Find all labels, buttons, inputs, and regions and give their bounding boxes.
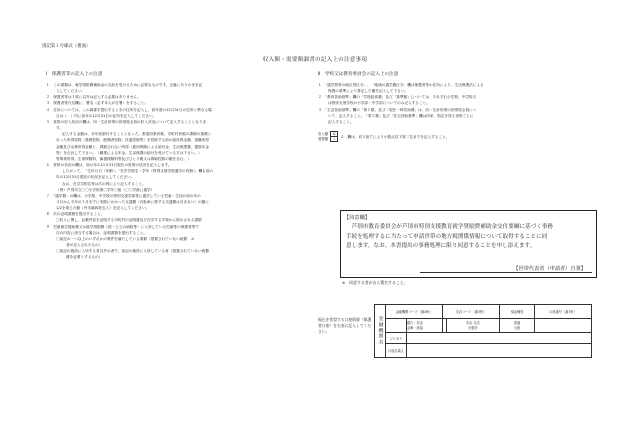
bank-account-table — [374, 304, 592, 358]
branch-code-header: 支店コード（番3桁） — [443, 305, 500, 319]
note-line: （例）芦別市立〇〇小学校第〇学年〇組（〇〇学級に通学） — [56, 187, 155, 192]
branch-type-option: 支店 — [473, 320, 480, 325]
note-line: 〇前記の施設に入所する者以外の者で、前記の施設に入所している者（措置されていない就費 — [56, 249, 209, 254]
note-line: いて、記入すること。「第２類」及び「住宅扶助基準」欄は同家、指定を得る世帯ごとに — [328, 113, 474, 118]
deposit-type-header: 預金種別 — [500, 305, 535, 319]
note-line: １ 「通学校等の地区別区分」、「地域の通学費区分」欄は保護者等の住所により、生活保護法による — [318, 83, 484, 87]
note-line: 記入する金額は、本年度納付することとなった、都道府県民税、市町村民税の課税の基礎と — [62, 132, 212, 137]
guardian-notes — [46, 82, 304, 261]
ratio-note — [318, 131, 449, 142]
note-line: は特別支援学校の小学部・中学部についてのみ記入すること。 — [328, 101, 430, 106]
branch-type-option: 本店 — [465, 320, 473, 325]
note-line: １ この書類は、就学奨励費補助金の支給を受けるために必要なものです。正確にありのまま記 — [46, 83, 203, 87]
note-line: 〇収入に関し、記載内容を証明する市町村の証明書及び在学する学校から指示される書類 — [56, 218, 202, 223]
bank-side-label-cell — [375, 305, 386, 358]
note-line: 等）を合計して下さい。（職業による年金、生活保護の給付を受けている方は下さい。） — [56, 150, 202, 155]
consent-line: 芦別市教育委員会が芦別市特別支援教育就学奨励費補助金交付要綱に基づく事務 — [346, 224, 553, 230]
note-line: 等事業所得、生命保険料、雑損保険料等及びひとり親又は寡婦控除の額を含む。） — [56, 156, 191, 161]
note-line: したがって、「生年月日（年齢）」「在学学校名・学年（特別支援学校通学の有無）」欄も前の — [62, 169, 214, 174]
bank-type-option: 金庫・漁協 — [407, 325, 423, 330]
account-number-input[interactable] — [535, 319, 592, 333]
deposit-type-options[interactable] — [500, 319, 535, 333]
ratio-label-income: 収入額 — [318, 132, 329, 137]
deposit-type-option: 当座 — [513, 325, 521, 330]
note-line: 費を必要とするもの） — [66, 255, 103, 260]
note-line: ４月から今年の３月までに実際にかかった交通費（自転車に要する交通費は含まない）の額に — [56, 199, 209, 204]
note-line: なお、在学学校名等は次の例により記入すること。 — [62, 181, 146, 186]
consent-box — [340, 210, 597, 278]
document-title: 収入額・需要額調書の記入上の注意事項 — [262, 57, 368, 63]
note-line: 者が記入されたもの） — [66, 243, 103, 248]
consent-line: 手続を処理するに当たって申請世帯の地方税関係情報について取得することに同 — [346, 233, 548, 240]
note-line: 合は（ ）内に前年の12月31日の住所を記入してください。 — [56, 113, 157, 118]
note-line: 〇前記の一つ以上のいずれかの要件を満たしている書類（措置されていない就費 ＃ — [56, 236, 195, 241]
form-code: 別記第１号様式（裏面） — [42, 44, 91, 49]
guardian-notes-heading: Ⅰ 保護者等の記入上の注意 — [46, 72, 103, 77]
bank-type-option: 銀行・信金 — [407, 320, 423, 325]
signature-line[interactable] — [420, 272, 592, 273]
ratio-i: I — [333, 137, 335, 142]
note-line: 入してください。 — [56, 89, 86, 94]
bank-note: 振込を希望する口座情報（保護者口座）を右表に記入してください。 — [318, 317, 372, 334]
ratio-note-text: ４ 欄は、切り捨てにより小数点以下第二位までを記入すること。 — [340, 134, 450, 139]
bank-side-label: 金融機関名 — [377, 316, 383, 345]
kana-label: フリガナ — [386, 333, 407, 344]
holder-label: 口座名義人 — [386, 344, 407, 358]
ratio-labels — [318, 132, 328, 141]
note-line: 保護の基準により算定した額を記入して下さい。 — [328, 89, 409, 94]
holder-input[interactable] — [407, 344, 592, 358]
note-line: なった所得控除（基礎控除、配偶者控除、扶養控除等）を控除する前の総所得金額、退職所得 — [56, 138, 209, 143]
kana-input[interactable] — [407, 333, 592, 344]
note-line: す。 — [56, 126, 63, 131]
consent-line: 意します。なお、本書提出の事務処理に限り同意することを申し添えます。 — [346, 243, 536, 250]
note-line: 金額及び山林所得金額と、課税されない所得（雇用保険による給付金、生活保護費、遺族年金 — [56, 144, 209, 149]
note-line: ２ 保護者等は１枚に以外は記入する必要はありません。 — [46, 95, 141, 100]
note-line: ７ 「通学費」の欄は、小学校、中学校の特別支援学級等に通学している児童・生徒が前の年の — [46, 193, 201, 198]
note-line: ６ 世帯の状況の欄は、前の年の12月31日現在の世帯の状況を記入します。 — [46, 163, 172, 168]
consent-note: ※ 同意する者が自ら署名すること。 — [342, 280, 408, 285]
note-line: 次の内容に該当する場合は、証明書類を提出すること。 — [56, 230, 148, 235]
consent-body — [346, 223, 594, 252]
deposit-type-option: 普通 — [513, 320, 521, 325]
note-line: ４ 住所については、この調書を提出するときの住所を記入し、前年度の12月31日の住所と異なる場 — [46, 107, 212, 112]
bank-code-header: 金融機関コード（番4桁） — [386, 305, 443, 319]
consent-title: 【同意欄】 — [344, 215, 370, 221]
note-line: ２ 「教育扶助基準」欄の「学校給食費」及び「基準額」については、それぞれ小学校、中学校又 — [318, 95, 477, 100]
note-line: ５ 世帯の収入状況の欄は、同一生計世帯の世帯員全員の収入状況について記入することとなりま — [46, 119, 207, 124]
ratio-box — [330, 131, 338, 142]
branch-type-option: 出張所 — [468, 325, 478, 330]
ratio-d: D — [332, 132, 336, 136]
school-notes — [318, 82, 594, 125]
note-line: ８ 次の証明書類を提出すること。 — [46, 212, 105, 217]
note-line: ３ 「生活扶助基準」欄の「第１類」及び「現在一時扶助費」は、同一生計世帯の世帯員全員につ — [318, 107, 477, 112]
bank-code-input[interactable] — [386, 319, 407, 333]
school-notes-heading: Ⅱ 学校又は教育委員会の記入上の注意 — [318, 72, 399, 77]
note-line: ３ 保護者等氏名欄に、署名（必ず本人が自署）をすること。 — [46, 101, 148, 106]
ratio-label-demand: 需要額 — [318, 136, 329, 141]
branch-type-options[interactable] — [446, 319, 499, 333]
bank-type-options[interactable] — [407, 319, 443, 333]
note-line: 年の12月31日現在の状況を記入してください。 — [56, 175, 135, 180]
account-number-header: 口座番号（番7桁） — [535, 305, 592, 319]
signature-label: 【世帯代表者（申請者）自署】 — [513, 266, 586, 272]
note-line: 1/2を乗じた額（円未満四捨五入）を記入してください。 — [56, 206, 150, 211]
note-line: ９ 児童就学援助費又は就学奨励費（国・公立の病院等）に入所している児童等の保護者等で — [46, 224, 199, 229]
note-line: 記入すること。 — [328, 119, 354, 124]
